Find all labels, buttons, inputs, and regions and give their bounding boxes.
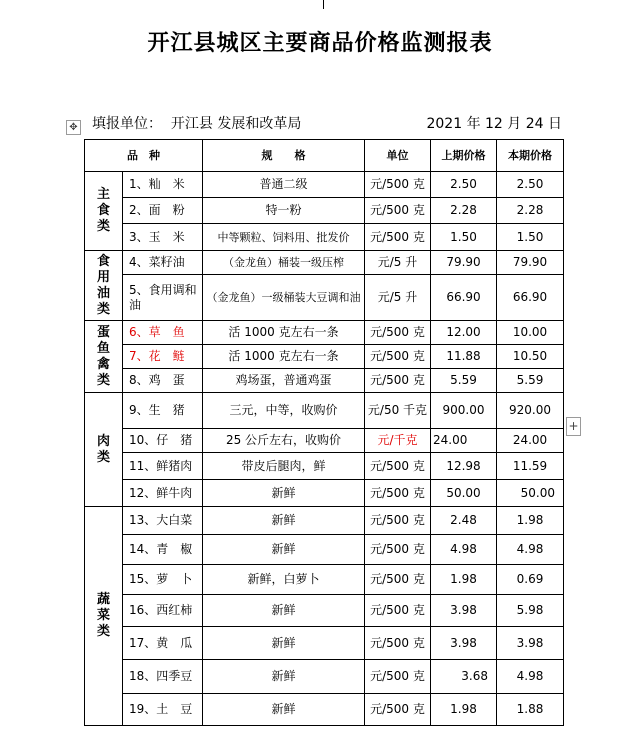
row-curr-price: 10.00 (497, 321, 564, 345)
row-unit: 元/500 克 (365, 369, 431, 393)
reporter-label: 填报单位： (92, 116, 162, 132)
text-cursor (323, 0, 324, 9)
table-row (85, 393, 564, 429)
row-prev-price: 12.98 (431, 453, 497, 480)
category-oil: 食用油类 (85, 251, 123, 321)
table-row (85, 627, 564, 660)
row-curr-price: 3.98 (497, 627, 564, 660)
row-prev-price: 4.98 (431, 535, 497, 565)
row-name: 12、鲜牛肉 (123, 480, 203, 507)
row-curr-price: 50.00 (497, 480, 564, 507)
row-curr-price: 1.98 (497, 507, 564, 535)
row-spec: 新鲜 (203, 595, 365, 627)
row-prev-price: 1.50 (431, 224, 497, 251)
table-row (85, 595, 564, 627)
row-curr-price: 10.50 (497, 345, 564, 369)
row-unit: 元/500 克 (365, 198, 431, 224)
row-spec: （金龙鱼）一级桶装大豆调和油 (203, 275, 365, 321)
table-row (85, 251, 564, 275)
row-spec: 鸡场蛋，普通鸡蛋 (203, 369, 365, 393)
row-prev-price: 3.98 (431, 627, 497, 660)
row-spec: 特一粉 (203, 198, 365, 224)
row-spec: 活 1000 克左右一条 (203, 345, 365, 369)
row-prev-price: 50.00 (431, 480, 497, 507)
row-curr-price: 79.90 (497, 251, 564, 275)
row-spec: 新鲜 (203, 694, 365, 726)
row-prev-price: 1.98 (431, 694, 497, 726)
table-row (85, 345, 564, 369)
header-curr-price: 本期价格 (497, 140, 564, 172)
reporter-line (92, 113, 301, 133)
table-row (85, 224, 564, 251)
table-row (85, 172, 564, 198)
row-curr-price: 2.28 (497, 198, 564, 224)
row-prev-price: 79.90 (431, 251, 497, 275)
row-curr-price: 1.50 (497, 224, 564, 251)
row-spec: 新鲜 (203, 507, 365, 535)
row-name: 3、玉 米 (123, 224, 203, 251)
row-spec: 新鲜，白萝卜 (203, 565, 365, 595)
row-curr-price: 4.98 (497, 660, 564, 694)
table-row (85, 369, 564, 393)
row-name: 14、青 椒 (123, 535, 203, 565)
row-spec: 新鲜 (203, 627, 365, 660)
row-prev-price: 2.28 (431, 198, 497, 224)
table-row (85, 198, 564, 224)
table-row (85, 535, 564, 565)
row-unit: 元/500 克 (365, 595, 431, 627)
row-name: 1、籼 米 (123, 172, 203, 198)
table-move-icon[interactable]: ✥ (66, 120, 81, 135)
category-meat: 肉类 (85, 393, 123, 507)
row-name: 13、大白菜 (123, 507, 203, 535)
reporter-name: 开江县 发展和改革局 (170, 116, 302, 132)
row-name: 19、土 豆 (123, 694, 203, 726)
row-curr-price: 0.69 (497, 565, 564, 595)
add-column-icon[interactable]: + (566, 417, 581, 436)
row-unit: 元/5 升 (365, 251, 431, 275)
row-spec: 带皮后腿肉，鲜 (203, 453, 365, 480)
row-prev-price: 1.98 (431, 565, 497, 595)
row-spec: 三元，中等，收购价 (203, 393, 365, 429)
row-unit: 元/500 克 (365, 565, 431, 595)
row-prev-price: 5.59 (431, 369, 497, 393)
row-curr-price: 5.98 (497, 595, 564, 627)
table-header-row (85, 140, 564, 172)
category-vegetable: 蔬菜类 (85, 507, 123, 726)
row-spec: 新鲜 (203, 660, 365, 694)
row-prev-price: 900.00 (431, 393, 497, 429)
row-unit: 元/500 克 (365, 480, 431, 507)
row-prev-price: 66.90 (431, 275, 497, 321)
row-name: 11、鲜猪肉 (123, 453, 203, 480)
row-name: 4、菜籽油 (123, 251, 203, 275)
row-prev-price: 12.00 (431, 321, 497, 345)
row-name: 17、黄 瓜 (123, 627, 203, 660)
table-row (85, 275, 564, 321)
row-curr-price: 66.90 (497, 275, 564, 321)
header-category: 品 种 (85, 140, 203, 172)
row-spec: 新鲜 (203, 535, 365, 565)
table-row (85, 429, 564, 453)
row-name: 7、花 鲢 (123, 345, 203, 369)
row-curr-price: 4.98 (497, 535, 564, 565)
row-spec: （金龙鱼）桶装一级压榨 (203, 251, 365, 275)
table-row (85, 480, 564, 507)
page-title: 开江县城区主要商品价格监测报表 (147, 30, 493, 56)
price-table (84, 139, 564, 726)
row-prev-price: 24.00 (431, 429, 497, 453)
report-date: 2021 年 12 月 24 日 (426, 116, 562, 132)
header-spec: 规 格 (203, 140, 365, 172)
row-unit: 元/5 升 (365, 275, 431, 321)
row-unit: 元/500 克 (365, 172, 431, 198)
table-row (85, 660, 564, 694)
row-spec: 新鲜 (203, 480, 365, 507)
row-unit: 元/500 克 (365, 345, 431, 369)
row-spec: 普通二级 (203, 172, 365, 198)
row-name: 8、鸡 蛋 (123, 369, 203, 393)
row-name: 18、四季豆 (123, 660, 203, 694)
row-curr-price: 24.00 (497, 429, 564, 453)
row-name: 6、草 鱼 (123, 321, 203, 345)
row-unit: 元/500 克 (365, 224, 431, 251)
category-staple: 主食类 (85, 172, 123, 251)
table-row (85, 321, 564, 345)
row-spec: 中等颗粒、饲料用、批发价 (203, 224, 365, 251)
row-prev-price: 2.48 (431, 507, 497, 535)
row-name: 15、萝 卜 (123, 565, 203, 595)
header-unit: 单位 (365, 140, 431, 172)
row-unit: 元/500 克 (365, 535, 431, 565)
row-name: 2、面 粉 (123, 198, 203, 224)
header-prev-price: 上期价格 (431, 140, 497, 172)
row-unit: 元/500 克 (365, 627, 431, 660)
row-name: 9、生 猪 (123, 393, 203, 429)
row-unit: 元/500 克 (365, 453, 431, 480)
row-name: 5、食用调和油 (123, 275, 203, 321)
row-unit: 元/500 克 (365, 321, 431, 345)
row-unit: 元/500 克 (365, 507, 431, 535)
row-curr-price: 1.88 (497, 694, 564, 726)
table-row (85, 565, 564, 595)
row-curr-price: 920.00 (497, 393, 564, 429)
row-prev-price: 3.98 (431, 595, 497, 627)
row-spec: 活 1000 克左右一条 (203, 321, 365, 345)
row-name: 10、仔 猪 (123, 429, 203, 453)
row-unit: 元/500 克 (365, 694, 431, 726)
table-row (85, 694, 564, 726)
row-prev-price: 2.50 (431, 172, 497, 198)
row-curr-price: 2.50 (497, 172, 564, 198)
row-curr-price: 11.59 (497, 453, 564, 480)
table-row (85, 507, 564, 535)
row-unit: 元/50 千克 (365, 393, 431, 429)
row-prev-price: 3.68 (431, 660, 497, 694)
row-curr-price: 5.59 (497, 369, 564, 393)
category-egg-fish: 蛋鱼禽类 (85, 321, 123, 393)
row-prev-price: 11.88 (431, 345, 497, 369)
row-name: 16、西红柿 (123, 595, 203, 627)
row-unit: 元/500 克 (365, 660, 431, 694)
row-spec: 25 公斤左右，收购价 (203, 429, 365, 453)
row-unit: 元/千克 (365, 429, 431, 453)
table-row (85, 453, 564, 480)
